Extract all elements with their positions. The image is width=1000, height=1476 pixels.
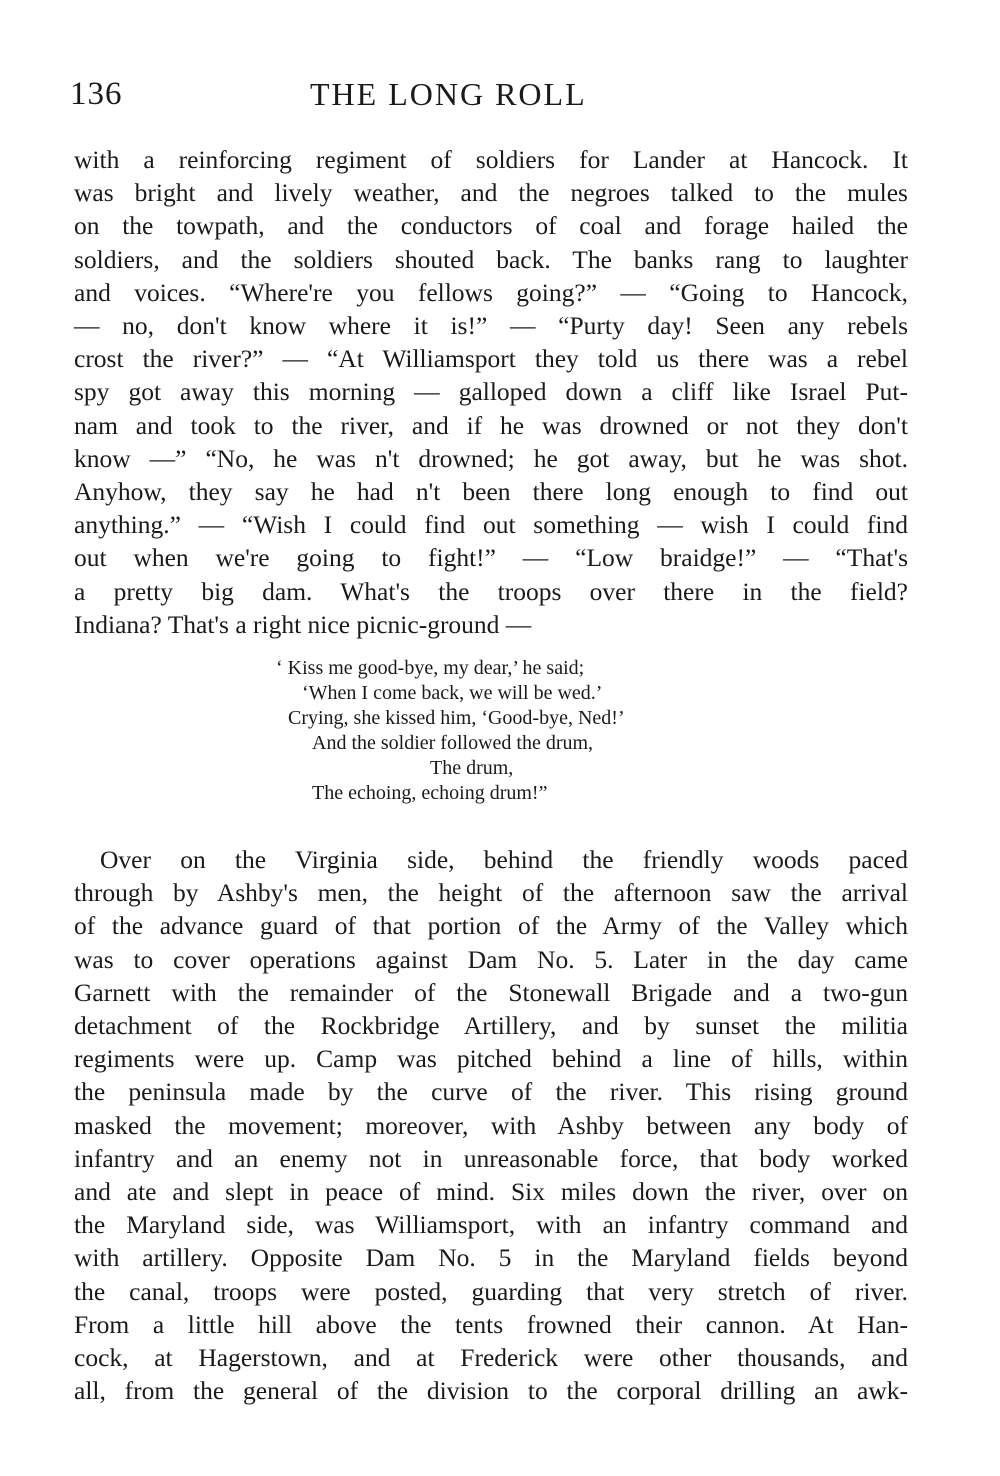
text-line: and voices. “Where're you fellows going?” — “Going to Hancock, [74, 277, 908, 307]
verse-line: Crying, she kissed him, ‘Good-bye, Ned!’ [288, 707, 625, 729]
text-line: Indiana? That's a right nice picnic-ground — [74, 609, 532, 639]
text-line: out when we're going to fight!” — “Low braidge!” — “That's [74, 543, 908, 573]
text-line: of the advance guard of that portion of the Army of the Valley which [74, 911, 908, 941]
text-line: regiments were up. Camp was pitched behind a line of hills, within [74, 1044, 908, 1074]
text-line: Over on the Virginia side, behind the friendly woods paced [100, 845, 908, 874]
text-line: infantry and an enemy not in unreasonable force, that body worked [74, 1143, 908, 1173]
text-line: the canal, troops were posted, guarding that very stretch of river. [74, 1276, 908, 1306]
verse-line: The echoing, echoing drum!” [312, 782, 548, 804]
page-number: 136 [70, 76, 123, 112]
text-line: was to cover operations against Dam No. 5. Later in the day came [74, 944, 908, 974]
verse-line: And the soldier followed the drum, [312, 732, 594, 754]
text-line: with artillery. Opposite Dam No. 5 in the Maryland fields beyond [74, 1243, 908, 1273]
text-line: with a reinforcing regiment of soldiers for Lander at Hancock. It [74, 145, 908, 174]
text-line: cock, at Hagerstown, and at Frederick were other thousands, and [74, 1343, 908, 1373]
text-line: on the towpath, and the conductors of coal and forage hailed the [74, 211, 908, 241]
text-line: through by Ashby's men, the height of the afternoon saw the arrival [74, 878, 908, 908]
text-line: nam and took to the river, and if he was drowned or not they don't [74, 410, 908, 440]
verse-line: ‘When I come back, we will be wed.’ [302, 682, 603, 704]
running-head [70, 76, 930, 116]
paragraph-1 [74, 143, 908, 641]
text-line: a pretty big dam. What's the troops over there in the field? [74, 576, 908, 606]
verse-line: The drum, [430, 757, 514, 779]
text-line: detachment of the Rockbridge Artillery, and by sunset the militia [74, 1011, 908, 1041]
text-line: the Maryland side, was Williamsport, with an infantry command and [74, 1210, 908, 1240]
text-line: crost the river?” — “At Williamsport they told us there was a rebel [74, 344, 908, 374]
text-line: From a little hill above the tents frowned their cannon. At Han- [74, 1309, 908, 1339]
text-line: masked the movement; moreover, with Ashby between any body of [74, 1110, 908, 1140]
running-title: THE LONG ROLL [310, 76, 587, 112]
verse-quote [240, 656, 800, 806]
text-line: Anyhow, they say he had n't been there long enough to find out [74, 477, 908, 507]
text-line: the peninsula made by the curve of the river. This rising ground [74, 1077, 908, 1107]
text-line: was bright and lively weather, and the negroes talked to the mules [74, 178, 908, 208]
text-line: all, from the general of the division to the corporal drilling an awk- [74, 1376, 908, 1406]
verse-line: ‘ Kiss me good-bye, my dear,’ he said; [276, 657, 585, 679]
text-line: — no, don't know where it is!” — “Purty day! Seen any rebels [74, 311, 908, 341]
text-line: anything.” — “Wish I could find out something — wish I could find [74, 510, 908, 540]
text-line: know —” “No, he was n't drowned; he got away, but he was shot. [74, 443, 908, 473]
text-line: spy got away this morning — galloped down a cliff like Israel Put- [74, 377, 908, 407]
paragraph-2 [74, 843, 908, 1407]
text-line: Garnett with the remainder of the Stonewall Brigade and a two-gun [74, 977, 908, 1007]
text-line: soldiers, and the soldiers shouted back. The banks rang to laughter [74, 244, 908, 274]
text-line: and ate and slept in peace of mind. Six miles down the river, over on [74, 1177, 908, 1207]
